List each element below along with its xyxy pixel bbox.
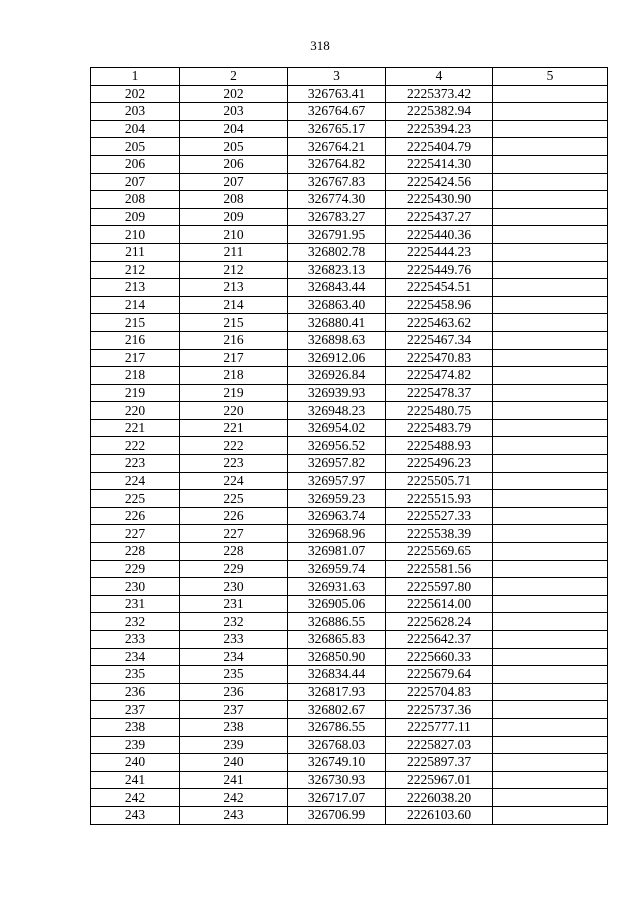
table-cell-col-3: 326948.23 [288,402,386,420]
table-cell-col-4: 2225488.93 [386,437,493,455]
table-cell-col-2: 218 [180,367,288,385]
table-cell-col-5 [493,578,608,596]
table-cell-col-2: 208 [180,191,288,209]
table-row [91,367,608,385]
table-row [91,85,608,103]
table-cell-col-2: 243 [180,806,288,824]
table-cell-col-4: 2225478.37 [386,384,493,402]
table-cell-col-4: 2225679.64 [386,666,493,684]
table-cell-col-2: 220 [180,402,288,420]
table-row [91,191,608,209]
table-cell-col-1: 216 [91,331,180,349]
table-cell-col-2: 213 [180,279,288,297]
table-cell-col-4: 2225777.11 [386,718,493,736]
table-row [91,578,608,596]
table-cell-col-3: 326767.83 [288,173,386,191]
table-cell-col-1: 227 [91,525,180,543]
table-cell-col-1: 205 [91,138,180,156]
table-cell-col-3: 326959.23 [288,490,386,508]
table-row [91,402,608,420]
table-cell-col-1: 209 [91,208,180,226]
table-cell-col-1: 220 [91,402,180,420]
table-cell-col-1: 234 [91,648,180,666]
table-cell-col-5 [493,455,608,473]
table-row [91,296,608,314]
table-cell-col-4: 2225483.79 [386,419,493,437]
table-cell-col-1: 212 [91,261,180,279]
table-cell-col-2: 203 [180,103,288,121]
table-cell-col-5 [493,472,608,490]
table-cell-col-1: 225 [91,490,180,508]
table-cell-col-2: 234 [180,648,288,666]
table-cell-col-4: 2225404.79 [386,138,493,156]
table-cell-col-1: 224 [91,472,180,490]
table-cell-col-4: 2225414.30 [386,155,493,173]
table-cell-col-5 [493,613,608,631]
table-cell-col-3: 326850.90 [288,648,386,666]
table-cell-col-4: 2225737.36 [386,701,493,719]
table-cell-col-3: 326768.03 [288,736,386,754]
table-cell-col-2: 206 [180,155,288,173]
table-cell-col-2: 242 [180,789,288,807]
table-cell-col-2: 212 [180,261,288,279]
table-cell-col-1: 239 [91,736,180,754]
table-cell-col-4: 2225827.03 [386,736,493,754]
table-cell-col-4: 2225437.27 [386,208,493,226]
table-cell-col-5 [493,736,608,754]
table-cell-col-2: 233 [180,631,288,649]
table-cell-col-2: 214 [180,296,288,314]
table-cell-col-3: 326802.78 [288,243,386,261]
table-cell-col-2: 239 [180,736,288,754]
table-row [91,525,608,543]
table-cell-col-3: 326886.55 [288,613,386,631]
table-cell-col-2: 240 [180,754,288,772]
table-cell-col-3: 326956.52 [288,437,386,455]
table-row [91,314,608,332]
table-cell-col-2: 222 [180,437,288,455]
table-cell-col-2: 224 [180,472,288,490]
table-row [91,120,608,138]
table-cell-col-4: 2225897.37 [386,754,493,772]
table-row [91,701,608,719]
table-row [91,155,608,173]
table-cell-col-5 [493,367,608,385]
table-cell-col-3: 326823.13 [288,261,386,279]
table-cell-col-3: 326786.55 [288,718,386,736]
table-cell-col-5 [493,525,608,543]
table-cell-col-4: 2225463.62 [386,314,493,332]
table-cell-col-4: 2225449.76 [386,261,493,279]
table-row [91,226,608,244]
table-cell-col-4: 2225967.01 [386,771,493,789]
table-cell-col-1: 235 [91,666,180,684]
table-cell-col-4: 2225569.65 [386,543,493,561]
table-cell-col-5 [493,314,608,332]
column-header-5: 5 [493,68,608,86]
table-cell-col-5 [493,419,608,437]
table-row [91,718,608,736]
table-cell-col-5 [493,120,608,138]
table-cell-col-3: 326834.44 [288,666,386,684]
table-row [91,648,608,666]
table-cell-col-4: 2225394.23 [386,120,493,138]
table-cell-col-3: 326863.40 [288,296,386,314]
table-row [91,331,608,349]
table-cell-col-1: 237 [91,701,180,719]
table-cell-col-5 [493,103,608,121]
column-header-4: 4 [386,68,493,86]
table-row [91,666,608,684]
table-cell-col-4: 2225581.56 [386,560,493,578]
table-cell-col-4: 2225373.42 [386,85,493,103]
table-row [91,349,608,367]
table-cell-col-5 [493,631,608,649]
table-cell-col-5 [493,595,608,613]
table-cell-col-1: 229 [91,560,180,578]
page-number: 318 [310,38,330,53]
table-cell-col-5 [493,771,608,789]
table-cell-col-1: 243 [91,806,180,824]
table-cell-col-3: 326764.82 [288,155,386,173]
table-cell-col-3: 326706.99 [288,806,386,824]
table-cell-col-4: 2225470.83 [386,349,493,367]
table-cell-col-5 [493,718,608,736]
table-row [91,613,608,631]
coordinates-table [90,67,608,825]
table-body [91,85,608,824]
table-cell-col-4: 2225538.39 [386,525,493,543]
table-cell-col-3: 326905.06 [288,595,386,613]
table-cell-col-1: 214 [91,296,180,314]
table-cell-col-5 [493,279,608,297]
table-cell-col-4: 2226038.20 [386,789,493,807]
table-cell-col-2: 241 [180,771,288,789]
table-cell-col-1: 223 [91,455,180,473]
table-row [91,243,608,261]
table-cell-col-1: 230 [91,578,180,596]
table-cell-col-2: 211 [180,243,288,261]
table-cell-col-1: 233 [91,631,180,649]
table-cell-col-2: 238 [180,718,288,736]
table-cell-col-5 [493,543,608,561]
table-cell-col-1: 232 [91,613,180,631]
table-cell-col-4: 2225527.33 [386,507,493,525]
table-cell-col-3: 326765.17 [288,120,386,138]
table-cell-col-3: 326926.84 [288,367,386,385]
table-cell-col-4: 2225444.23 [386,243,493,261]
table-cell-col-3: 326959.74 [288,560,386,578]
table-cell-col-4: 2225704.83 [386,683,493,701]
table-cell-col-3: 326791.95 [288,226,386,244]
table-cell-col-3: 326802.67 [288,701,386,719]
table-cell-col-1: 204 [91,120,180,138]
table-cell-col-3: 326981.07 [288,543,386,561]
table-cell-col-4: 2225505.71 [386,472,493,490]
table-cell-col-2: 228 [180,543,288,561]
table-cell-col-1: 240 [91,754,180,772]
table-cell-col-1: 210 [91,226,180,244]
table-cell-col-2: 219 [180,384,288,402]
table-cell-col-4: 2225454.51 [386,279,493,297]
table-row [91,789,608,807]
table-row [91,507,608,525]
table-cell-col-5 [493,437,608,455]
table-row [91,560,608,578]
table-row [91,683,608,701]
table-cell-col-4: 2225480.75 [386,402,493,420]
table-cell-col-4: 2225597.80 [386,578,493,596]
table-cell-col-4: 2225382.94 [386,103,493,121]
table-row [91,771,608,789]
table-cell-col-1: 231 [91,595,180,613]
table-cell-col-5 [493,226,608,244]
table-cell-col-3: 326764.21 [288,138,386,156]
table-cell-col-5 [493,666,608,684]
table-cell-col-5 [493,648,608,666]
table-row [91,261,608,279]
table-cell-col-5 [493,191,608,209]
table-cell-col-1: 228 [91,543,180,561]
table-row [91,173,608,191]
table-cell-col-2: 217 [180,349,288,367]
table-cell-col-1: 215 [91,314,180,332]
table-cell-col-3: 326774.30 [288,191,386,209]
table-cell-col-1: 206 [91,155,180,173]
table-cell-col-2: 202 [180,85,288,103]
table-cell-col-1: 211 [91,243,180,261]
table-cell-col-3: 326730.93 [288,771,386,789]
table-cell-col-3: 326843.44 [288,279,386,297]
table-cell-col-1: 207 [91,173,180,191]
table-cell-col-1: 202 [91,85,180,103]
table-header-row [91,68,608,86]
table-cell-col-3: 326939.93 [288,384,386,402]
table-cell-col-5 [493,173,608,191]
table-cell-col-2: 223 [180,455,288,473]
table-cell-col-2: 230 [180,578,288,596]
table-cell-col-4: 2225467.34 [386,331,493,349]
table-cell-col-5 [493,754,608,772]
table-cell-col-4: 2225660.33 [386,648,493,666]
table-row [91,806,608,824]
table-cell-col-5 [493,349,608,367]
table-cell-col-2: 209 [180,208,288,226]
table-cell-col-3: 326717.07 [288,789,386,807]
table-cell-col-2: 235 [180,666,288,684]
table-cell-col-2: 221 [180,419,288,437]
table-row [91,736,608,754]
table-cell-col-3: 326954.02 [288,419,386,437]
table-cell-col-4: 2226103.60 [386,806,493,824]
table-row [91,595,608,613]
table-cell-col-3: 326764.67 [288,103,386,121]
table-cell-col-1: 208 [91,191,180,209]
column-header-2: 2 [180,68,288,86]
table-row [91,279,608,297]
table-cell-col-3: 326763.41 [288,85,386,103]
table-cell-col-4: 2225458.96 [386,296,493,314]
table-cell-col-3: 326968.96 [288,525,386,543]
table-cell-col-4: 2225515.93 [386,490,493,508]
table-cell-col-3: 326898.63 [288,331,386,349]
table-cell-col-5 [493,331,608,349]
table-cell-col-2: 226 [180,507,288,525]
table-cell-col-3: 326880.41 [288,314,386,332]
table-row [91,208,608,226]
table-cell-col-3: 326957.97 [288,472,386,490]
table-cell-col-4: 2225440.36 [386,226,493,244]
table-row [91,455,608,473]
table-row [91,384,608,402]
table-cell-col-1: 222 [91,437,180,455]
table-cell-col-4: 2225474.82 [386,367,493,385]
table-cell-col-3: 326931.63 [288,578,386,596]
table-cell-col-5 [493,155,608,173]
table-cell-col-3: 326957.82 [288,455,386,473]
table-cell-col-4: 2225496.23 [386,455,493,473]
table-cell-col-4: 2225430.90 [386,191,493,209]
table-cell-col-2: 237 [180,701,288,719]
table-cell-col-5 [493,806,608,824]
table-cell-col-3: 326865.83 [288,631,386,649]
table-row [91,419,608,437]
table-cell-col-2: 205 [180,138,288,156]
column-header-3: 3 [288,68,386,86]
table-cell-col-3: 326749.10 [288,754,386,772]
table-cell-col-5 [493,85,608,103]
table-cell-col-5 [493,507,608,525]
table-cell-col-2: 229 [180,560,288,578]
table-cell-col-1: 221 [91,419,180,437]
table-cell-col-2: 207 [180,173,288,191]
table-row [91,543,608,561]
table-cell-col-3: 326817.93 [288,683,386,701]
table-cell-col-3: 326783.27 [288,208,386,226]
table-cell-col-3: 326963.74 [288,507,386,525]
table-cell-col-5 [493,402,608,420]
table-cell-col-5 [493,296,608,314]
table-cell-col-1: 217 [91,349,180,367]
table-cell-col-2: 204 [180,120,288,138]
table-cell-col-5 [493,243,608,261]
table-cell-col-5 [493,701,608,719]
table-row [91,754,608,772]
table-cell-col-2: 231 [180,595,288,613]
table-cell-col-1: 203 [91,103,180,121]
table-cell-col-5 [493,261,608,279]
table-cell-col-4: 2225642.37 [386,631,493,649]
table-cell-col-1: 218 [91,367,180,385]
table-cell-col-5 [493,384,608,402]
table-cell-col-5 [493,138,608,156]
table-cell-col-2: 232 [180,613,288,631]
table-cell-col-1: 238 [91,718,180,736]
table-row [91,490,608,508]
table-cell-col-5 [493,789,608,807]
table-cell-col-1: 236 [91,683,180,701]
table-cell-col-2: 236 [180,683,288,701]
table-cell-col-5 [493,208,608,226]
column-header-1: 1 [91,68,180,86]
table-cell-col-2: 215 [180,314,288,332]
table-row [91,472,608,490]
table-cell-col-4: 2225628.24 [386,613,493,631]
table-cell-col-4: 2225614.00 [386,595,493,613]
table-cell-col-3: 326912.06 [288,349,386,367]
table-cell-col-1: 241 [91,771,180,789]
table-row [91,138,608,156]
table-cell-col-5 [493,490,608,508]
table-cell-col-2: 227 [180,525,288,543]
table-cell-col-2: 210 [180,226,288,244]
table-cell-col-1: 219 [91,384,180,402]
table-cell-col-5 [493,683,608,701]
table-cell-col-2: 225 [180,490,288,508]
table-row [91,103,608,121]
table-cell-col-1: 213 [91,279,180,297]
table-cell-col-1: 226 [91,507,180,525]
table-cell-col-2: 216 [180,331,288,349]
table-cell-col-5 [493,560,608,578]
table-row [91,631,608,649]
table-cell-col-4: 2225424.56 [386,173,493,191]
table-row [91,437,608,455]
table-cell-col-1: 242 [91,789,180,807]
